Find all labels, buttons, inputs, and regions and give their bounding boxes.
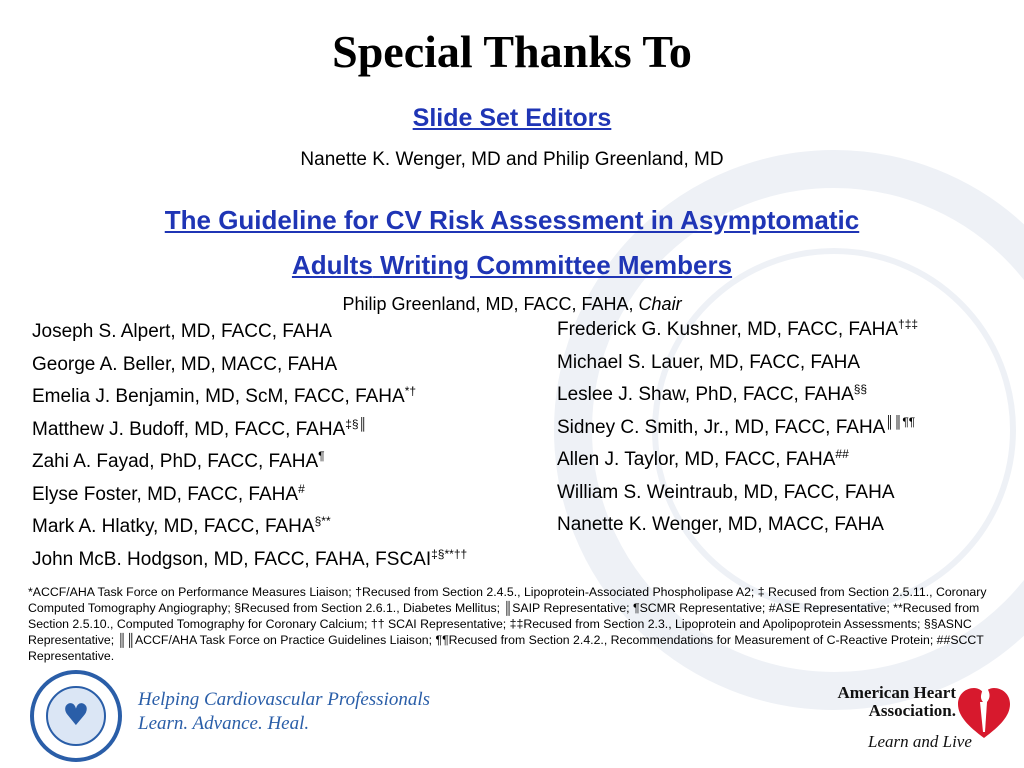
member-footnote-marks: ‡§**†† [431,546,468,561]
member-name: Emelia J. Benjamin, MD, ScM, FACC, FAHA [32,386,405,407]
member-name: Zahi A. Fayad, PhD, FACC, FAHA [32,451,319,472]
member-name: Elyse Foster, MD, FACC, FAHA [32,483,299,505]
member-name: John McB. Hodgson, MD, FACC, FAHA, FSCAI [32,548,432,570]
committee-chair [0,294,1024,315]
member-row [32,446,572,479]
member-row [32,511,572,544]
heart-icon: ♥ [62,698,90,733]
footer-logos [0,662,1024,768]
member-footnote-marks: ║║¶¶ [885,414,916,429]
aha-name-line1: American Heart [837,683,956,702]
member-row [32,349,572,382]
acc-seal-ring [46,686,106,746]
member-footnote-marks: ‡§║ [345,416,368,431]
committee-heading[interactable] [40,198,984,288]
committee-heading-line2 [40,243,984,288]
acc-tagline-line1: Helping Cardiovascular Professionals [138,689,431,710]
member-row [557,347,1017,380]
member-name: Matthew J. Budoff, MD, FACC, FAHA [32,418,346,440]
aha-logo [826,682,1024,768]
member-footnote-marks: †‡‡ [898,317,919,331]
member-name: Nanette K. Wenger, MD, MACC, FAHA [557,514,884,535]
member-row [557,509,1017,542]
members-left-column [32,316,572,576]
committee-heading-members: Writing Committee Members [380,250,733,280]
member-name: Joseph S. Alpert, MD, FACC, FAHA [32,321,332,342]
chair-name: Philip Greenland, MD, FACC, FAHA, [342,294,639,314]
acc-tagline-line2: Learn. Advance. Heal. [138,713,310,734]
members-right-column [557,314,1017,542]
acc-tagline [138,688,438,736]
aha-slogan: Learn and Live [868,732,972,751]
member-name: Frederick G. Kushner, MD, FACC, FAHA [557,319,899,340]
member-row [557,477,1017,510]
member-name: Sidney C. Smith, Jr., MD, FACC, FAHA [557,416,886,438]
member-name: Mark A. Hlatky, MD, FACC, FAHA [32,516,315,537]
member-footnote-marks: §** [314,514,331,528]
footnote-legend: *ACCF/AHA Task Force on Performance Measures Liaison; †Recused from Section 2.4.5., Lipoprotein-Associated Phospholipase A2; ‡ Recused from Section 2.5.11., Coronary Computed Tomography Angiography; §Recused from Section 2.6.1., Diabetes Mellitus; ║SAIP Representative; ¶SCMR Representative; #ASE Representative; **Recused from Section 2.5.10., Computed Tomography for Coronary Calcium; †† SCAI Representative; ‡‡Recused from Section 2.3., Lipoprotein and Apolipoprotein Assessments; §§ASNC Representative; ║║ACCF/AHA Task Force on Practice Guidelines Liaison; ¶¶Recused from Section 2.4.2., Recommendations for Measurement of C-Reactive Protein; ##SCCT Representative. [28,585,987,663]
member-name: George A. Beller, MD, MACC, FAHA [32,353,338,375]
member-footnote-marks: ## [835,447,849,461]
aha-name-line2: Association. [868,701,956,720]
acc-seal-icon [30,670,122,762]
committee-heading-line1: The Guideline for CV Risk Assessment in Asymptomatic [164,205,860,235]
member-name: Leslee J. Shaw, PhD, FACC, FAHA [557,384,854,405]
member-name: William S. Weintraub, MD, FACC, FAHA [557,481,895,503]
member-footnote-marks: # [298,481,305,496]
member-row [557,379,1017,412]
member-row [32,316,572,349]
editors-names: Nanette K. Wenger, MD and Philip Greenland, MD [300,149,724,170]
member-footnote-marks: ¶ [318,449,325,463]
editors-heading[interactable]: Slide Set Editors [412,104,612,132]
committee-heading-adults: Adults [291,250,373,280]
aha-name [826,684,956,720]
member-footnote-marks: §§ [853,382,868,396]
member-name: Michael S. Lauer, MD, FACC, FAHA [557,351,861,373]
member-row [557,412,1017,445]
chair-role: Chair [638,294,682,314]
slide-title: Special Thanks To [332,26,692,77]
member-row [32,544,572,577]
member-footnote-marks: *† [404,384,417,398]
member-row [557,444,1017,477]
member-row [557,314,1017,347]
member-row [32,414,572,447]
member-row [32,479,572,512]
member-name: Allen J. Taylor, MD, FACC, FAHA [557,449,836,470]
member-row [32,381,572,414]
